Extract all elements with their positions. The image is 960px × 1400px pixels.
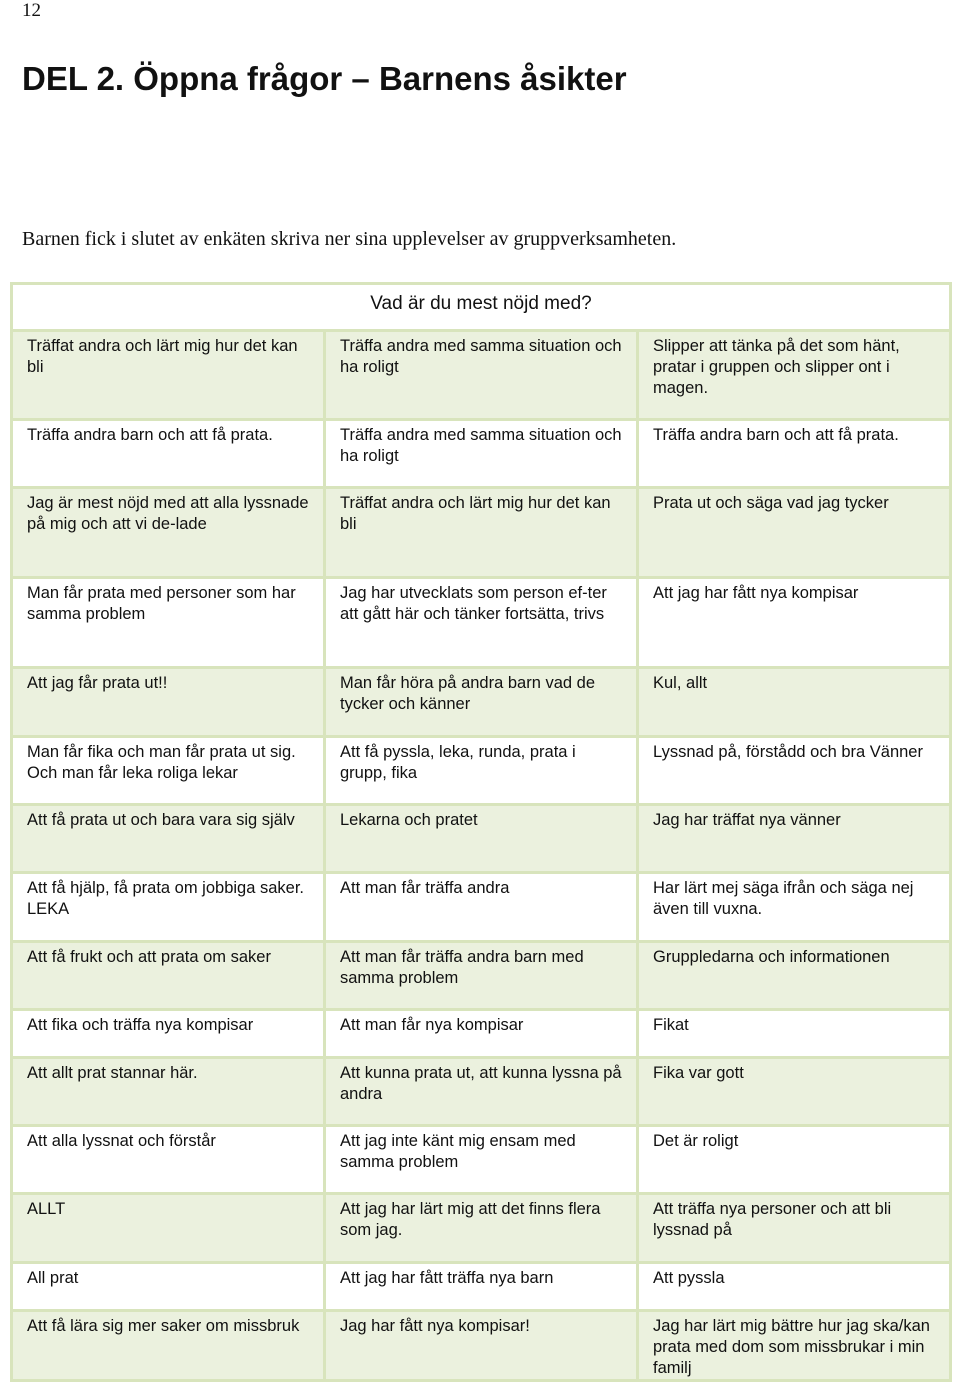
table-cell: Jag har utvecklats som person ef-ter att gått här och tänker fortsätta, trivs	[325, 578, 638, 668]
table-title: Vad är du mest nöjd med?	[12, 284, 951, 331]
table-cell: Jag har träffat nya vänner	[638, 805, 951, 873]
table-cell: Gruppledarna och informationen	[638, 942, 951, 1010]
table-row	[12, 488, 951, 578]
table-cell: Lekarna och pratet	[325, 805, 638, 873]
table-cell: Att jag har fått träffa nya barn	[325, 1263, 638, 1311]
table-cell: Jag är mest nöjd med att alla lyssnade på mig och att vi de-lade	[12, 488, 325, 578]
table-row	[12, 873, 951, 942]
table-row	[12, 668, 951, 737]
table-cell: Jag har fått nya kompisar!	[325, 1311, 638, 1381]
table-cell: Lyssnad på, förstådd och bra Vänner	[638, 737, 951, 805]
table-cell: Att jag har fått nya kompisar	[638, 578, 951, 668]
table-cell: Träffat andra och lärt mig hur det kan bli	[325, 488, 638, 578]
answers-table	[10, 282, 952, 1382]
table-row	[12, 1263, 951, 1311]
table-cell: Att jag inte känt mig ensam med samma problem	[325, 1126, 638, 1194]
table-cell: Att pyssla	[638, 1263, 951, 1311]
table-row	[12, 1058, 951, 1126]
table-row	[12, 1010, 951, 1058]
table-row	[12, 1311, 951, 1381]
table-cell: Att man får nya kompisar	[325, 1010, 638, 1058]
table-cell: Träffa andra barn och att få prata.	[12, 420, 325, 488]
table-cell: Prata ut och säga vad jag tycker	[638, 488, 951, 578]
table-cell: Det är roligt	[638, 1126, 951, 1194]
table-cell: Man får fika och man får prata ut sig. Och man får leka roliga lekar	[12, 737, 325, 805]
table-cell: ALLT	[12, 1194, 325, 1263]
table-cell: Att få lära sig mer saker om missbruk	[12, 1311, 325, 1381]
table-cell: Kul, allt	[638, 668, 951, 737]
table-cell: Att få hjälp, få prata om jobbiga saker. LEKA	[12, 873, 325, 942]
table-row	[12, 1194, 951, 1263]
table-cell: Att få prata ut och bara vara sig själv	[12, 805, 325, 873]
table-row	[12, 942, 951, 1010]
table-cell: Träffa andra med samma situation och ha roligt	[325, 331, 638, 420]
table-cell: Träffa andra barn och att få prata.	[638, 420, 951, 488]
table-cell: Har lärt mej säga ifrån och säga nej även till vuxna.	[638, 873, 951, 942]
table-cell: Att jag har lärt mig att det finns flera som jag.	[325, 1194, 638, 1263]
table-cell: Att kunna prata ut, att kunna lyssna på andra	[325, 1058, 638, 1126]
table-cell: Fikat	[638, 1010, 951, 1058]
table-cell: Att få frukt och att prata om saker	[12, 942, 325, 1010]
table-title-row	[12, 284, 951, 331]
page-title: DEL 2. Öppna frågor – Barnens åsikter	[22, 60, 627, 97]
table-cell: Jag har lärt mig bättre hur jag ska/kan prata med dom som missbrukar i min familj	[638, 1311, 951, 1381]
table-cell: Att man får träffa andra	[325, 873, 638, 942]
table-cell: Man får prata med personer som har samma problem	[12, 578, 325, 668]
table-cell: Man får höra på andra barn vad de tycker och känner	[325, 668, 638, 737]
table-row	[12, 420, 951, 488]
page-number: 12	[22, 0, 41, 21]
table-row	[12, 578, 951, 668]
answers-table-wrapper	[10, 282, 952, 1382]
table-row	[12, 1126, 951, 1194]
table-row	[12, 737, 951, 805]
table-cell: Att alla lyssnat och förstår	[12, 1126, 325, 1194]
table-cell: Att träffa nya personer och att bli lyssnad på	[638, 1194, 951, 1263]
table-cell: Att allt prat stannar här.	[12, 1058, 325, 1126]
table-cell: Att få pyssla, leka, runda, prata i grupp, fika	[325, 737, 638, 805]
table-cell: Att jag får prata ut!!	[12, 668, 325, 737]
table-row	[12, 331, 951, 420]
table-cell: Att fika och träffa nya kompisar	[12, 1010, 325, 1058]
table-cell: Att man får träffa andra barn med samma problem	[325, 942, 638, 1010]
table-cell: Träffat andra och lärt mig hur det kan bli	[12, 331, 325, 420]
table-cell: Slipper att tänka på det som hänt, pratar i gruppen och slipper ont i magen.	[638, 331, 951, 420]
table-cell: Träffa andra med samma situation och ha roligt	[325, 420, 638, 488]
table-cell: Fika var gott	[638, 1058, 951, 1126]
table-cell: All prat	[12, 1263, 325, 1311]
table-row	[12, 805, 951, 873]
intro-text: Barnen fick i slutet av enkäten skriva ner sina upplevelser av gruppverksamheten.	[22, 228, 677, 250]
